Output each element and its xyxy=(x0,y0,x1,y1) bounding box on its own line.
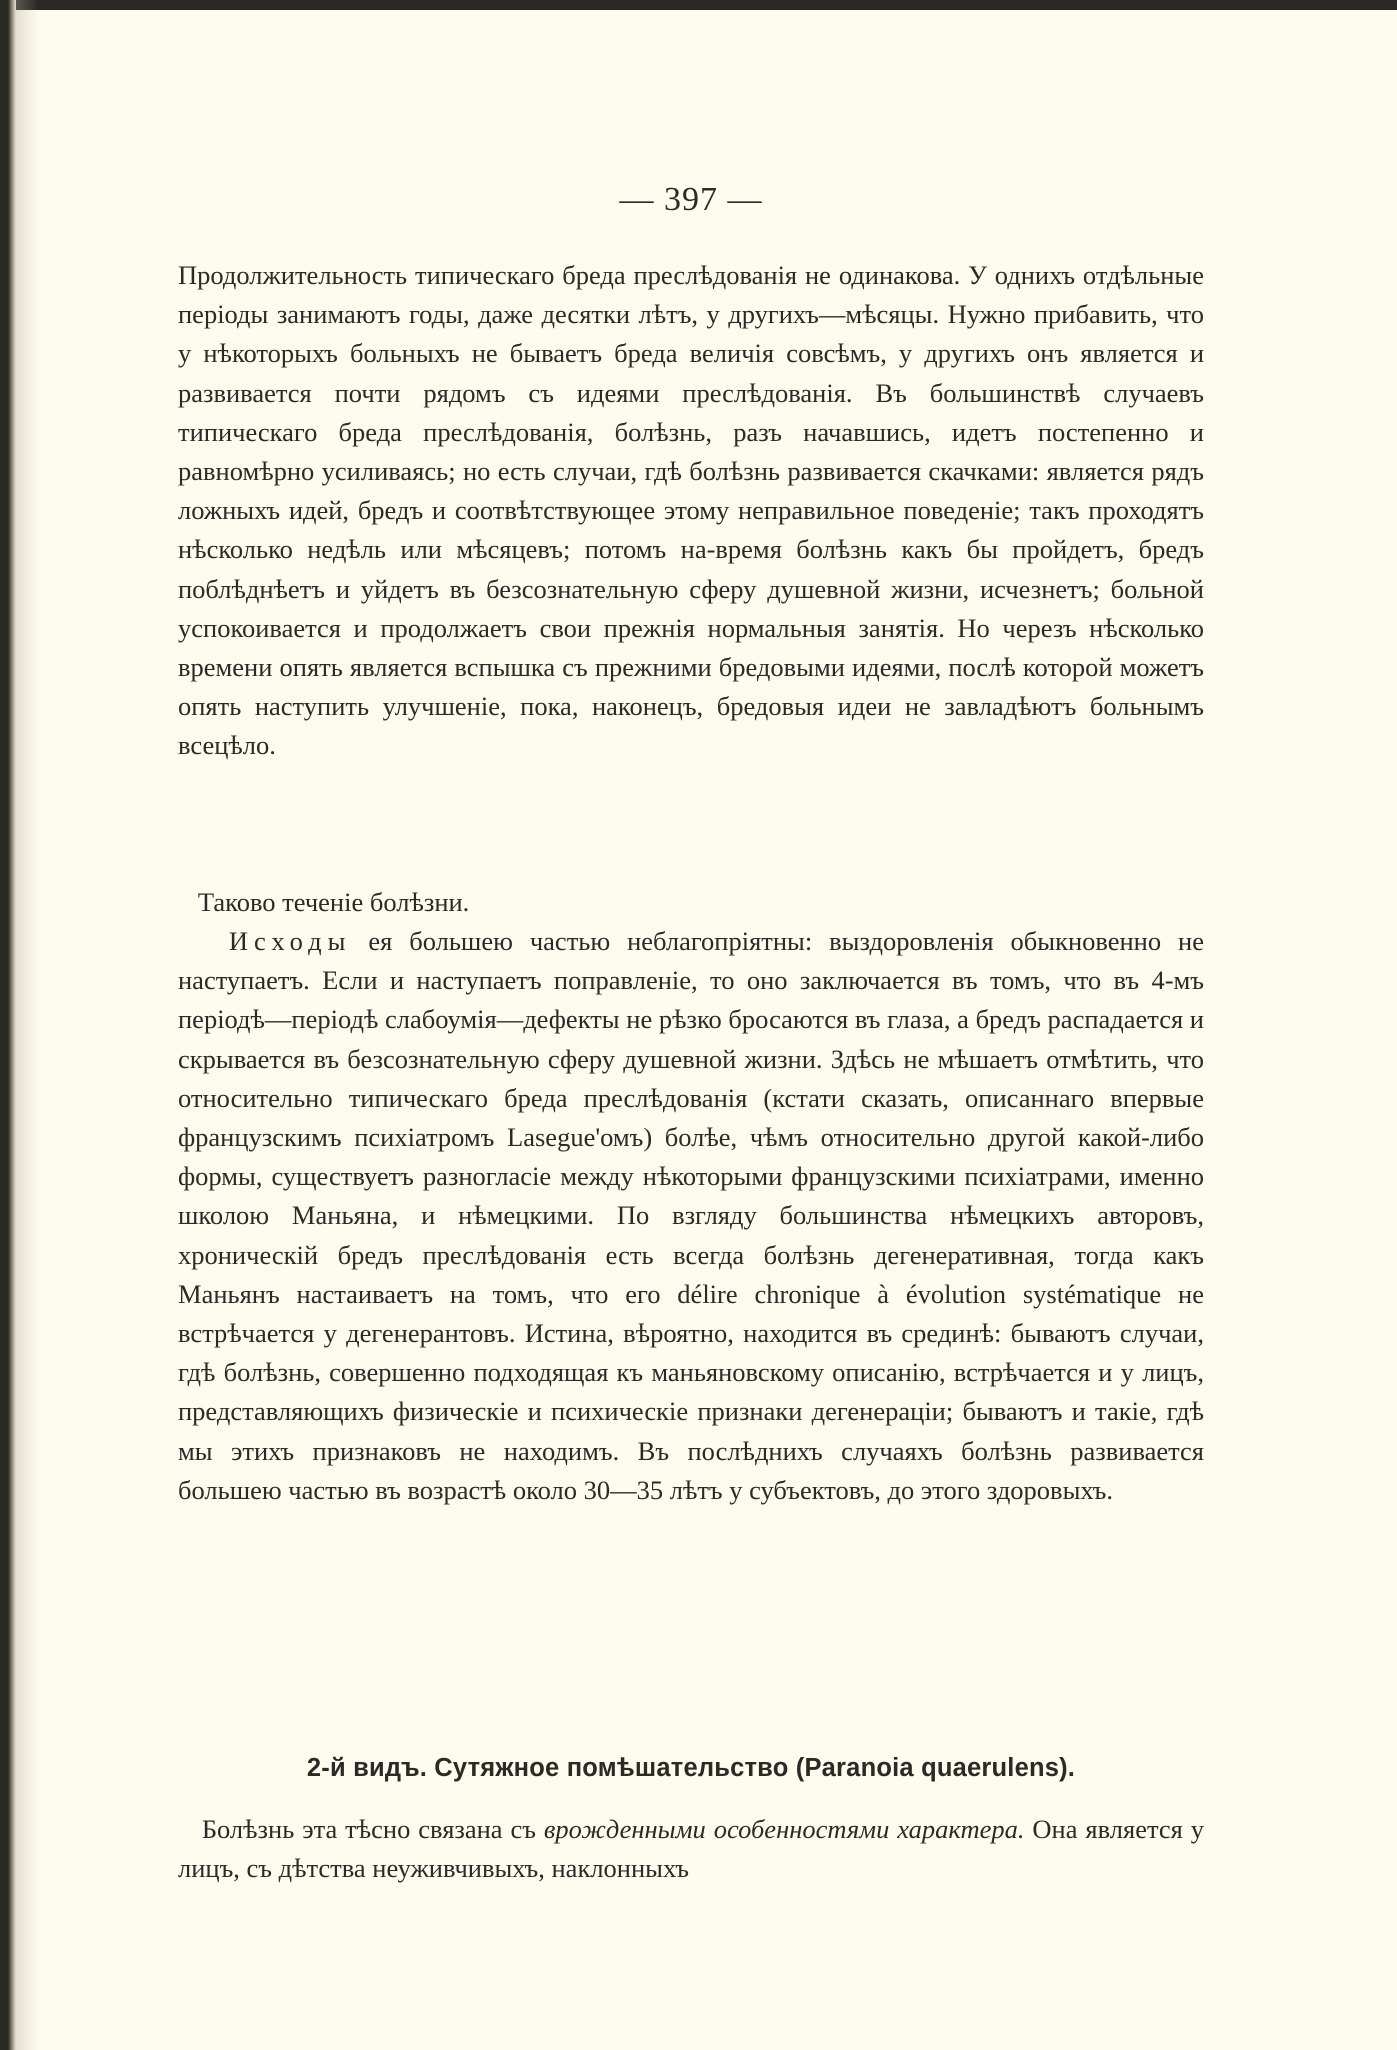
paragraph-course-text: Таково теченіе болѣзни. xyxy=(197,887,470,917)
outcomes-text: ея большею частью неблагопріятны: выздоровленія обыкновенно не наступаетъ. Если и наступаетъ поправленіе, то оно заключается въ томъ, что въ 4-мъ періодѣ—періодѣ слабоумія—дефекты не рѣзко бросаются въ глаза, а бредъ распадается и скрывается въ безсознательную сферу душевной жизни. Здѣсь не мѣшаетъ отмѣтить, что относительно типическаго бреда преслѣдованія (кстати сказать, описаннаго впервые французскимъ психіатромъ Lasegue'омъ) болѣе, чѣмъ относительно другой какой-либо формы, существуетъ разногласіе между нѣкоторыми французскими психіатрами, именно школою Маньяна, и нѣмецкими. По взгляду большинства нѣмецкихъ авторовъ, хроническій бредъ преслѣдованія есть всегда болѣзнь дегенеративная, тогда какъ Маньянъ настаиваетъ на томъ, что его délire chronique à évolution systématique не встрѣчается у дегенерантовъ. Истина, вѣроятно, находится въ срединѣ: бываютъ случаи, гдѣ болѣзнь, совершенно подходящая къ маньяновскому описанію, встрѣчается и у лицъ, представляющихъ физическіе и психическіе признаки дегенераціи; бываютъ и такіе, гдѣ мы этихъ признаковъ не находимъ. Въ послѣднихъ случаяхъ болѣзнь развивается большею частью въ возрастѣ около 30—35 лѣтъ у субъектовъ, до этого здоровыхъ. xyxy=(178,926,1204,1505)
outcomes-lead-word: Исходы xyxy=(228,926,352,956)
paragraph-litigious-insanity xyxy=(178,1810,1204,1890)
paragraph-duration: Продолжительность типическаго бреда преслѣдованія не одинакова. У однихъ отдѣльные періоды занимаютъ годы, даже десятки лѣтъ, у другихъ—мѣсяцы. Нужно прибавить, что у нѣкоторыхъ больныхъ не бываетъ бреда величія совсѣмъ, у другихъ онъ является и развивается почти рядомъ съ идеями преслѣдованія. Въ большинствѣ случаевъ типическаго бреда преслѣдованія, болѣзнь, разъ начавшись, идетъ постепенно и равномѣрно усиливаясь; но есть случаи, гдѣ болѣзнь развивается скачками: является рядъ ложныхъ идей, бредъ и соотвѣтствующее этому неправильное поведеніе; такъ проходятъ нѣсколько недѣль или мѣсяцевъ; потомъ на-время болѣзнь какъ бы пройдетъ, бредъ поблѣднѣетъ и уйдетъ въ безсознательную сферу душевной жизни, исчезнетъ; больной успокоивается и продолжаетъ свои прежнія нормальныя занятія. Но черезъ нѣсколько времени опять является вспышка съ прежними бредовыми идеями, послѣ которой можетъ опять наступить улучшеніе, пока, наконецъ, бредовыя идеи не завладѣютъ больнымъ всецѣло. xyxy=(178,260,1204,761)
scan-top-edge xyxy=(0,0,1397,10)
final-paragraph-emphasis: врожденными особенностями характера. xyxy=(543,1814,1025,1844)
page-number: — 397 — xyxy=(619,181,763,218)
final-paragraph-rest: Она является у лицъ, съ дѣтства неуживчивыхъ, наклонныхъ xyxy=(178,1814,1204,1884)
page-gutter-shadow xyxy=(16,0,38,2050)
document-page xyxy=(178,180,1204,1890)
section-heading: 2-й видъ. Сутяжное помѣшательство (Paranoia quaerulens). xyxy=(306,1754,1076,1782)
scan-left-edge xyxy=(0,0,16,2050)
paragraph-outcomes xyxy=(178,922,1204,1706)
paragraph-course-summary xyxy=(178,883,1204,922)
final-paragraph-lead: Болѣзнь эта тѣсно связана съ xyxy=(201,1814,544,1844)
